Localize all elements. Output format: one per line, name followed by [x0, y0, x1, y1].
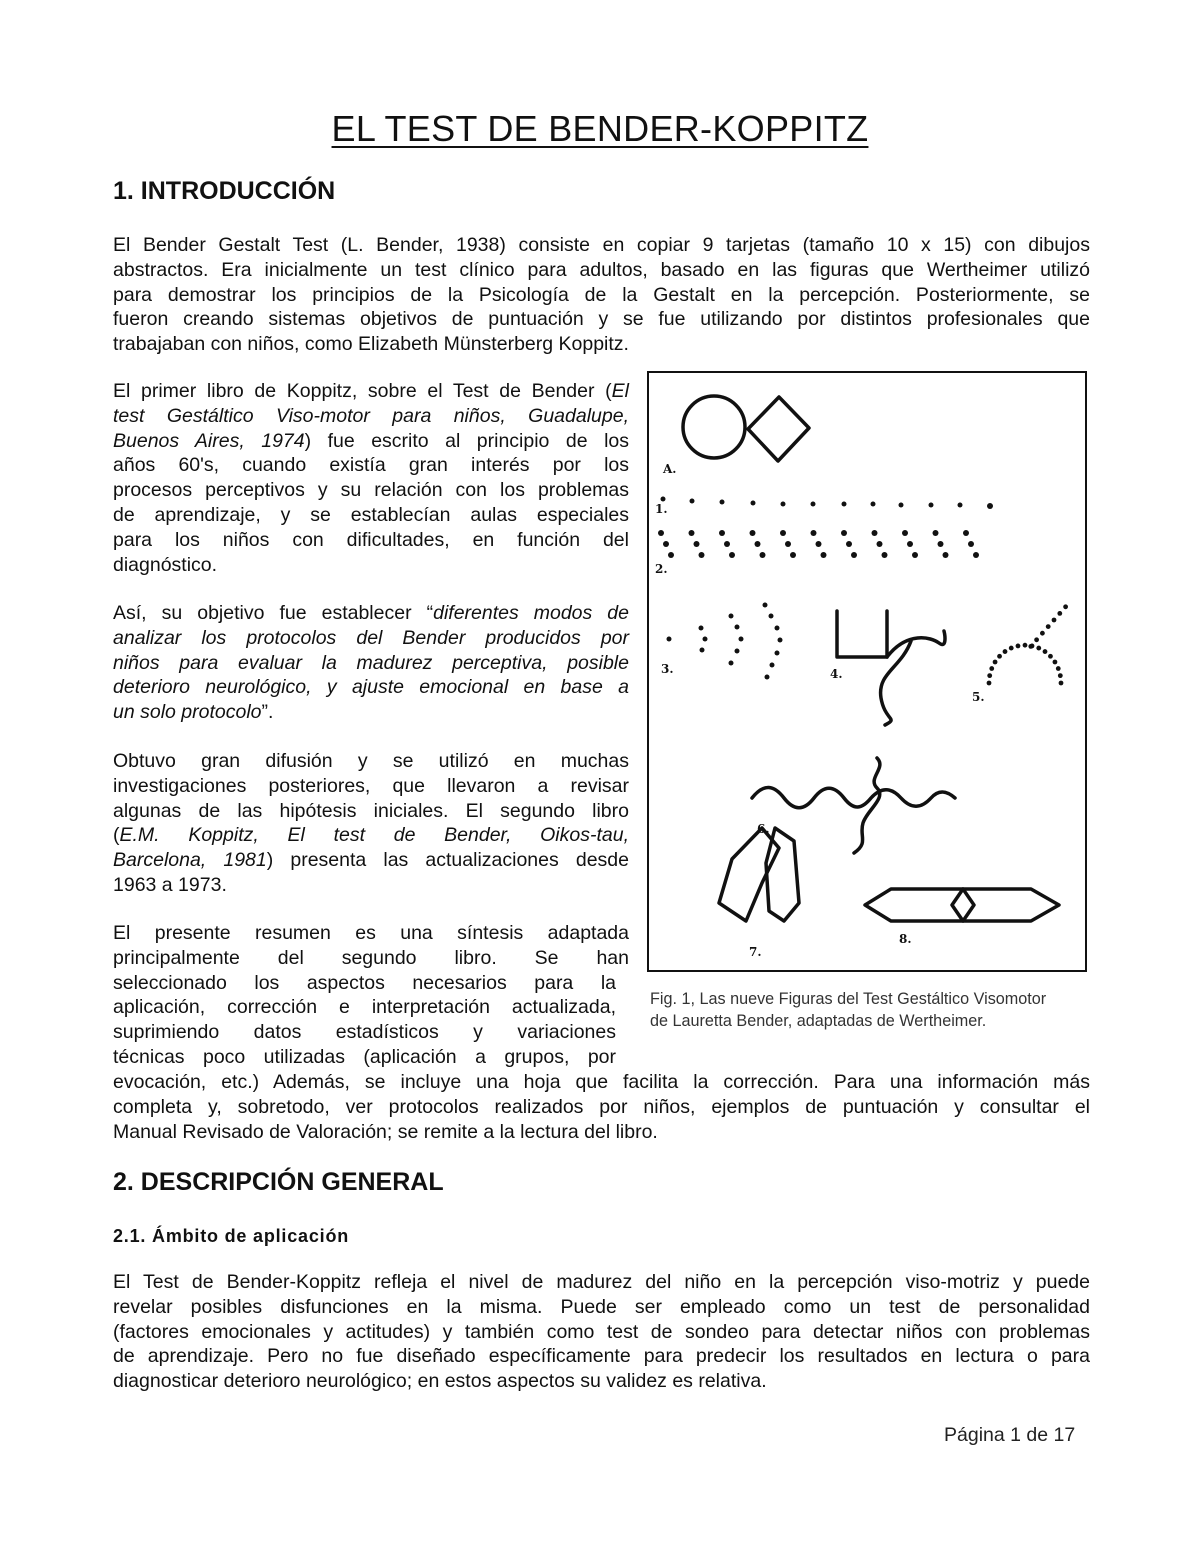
- figure-5-dot: [1023, 643, 1028, 648]
- figure-3-dots: [667, 603, 783, 680]
- book-title-italic: E.M. Koppitz, El test de Bender, Oikos-tau,: [119, 824, 629, 847]
- quote-italic: niños para evaluar la madurez perceptiva, posible: [113, 651, 629, 674]
- text-line: El presente resumen es una síntesis adaptada: [113, 922, 629, 944]
- text-line: aplicación, corrección e interpretación actualizada,: [113, 996, 616, 1019]
- figure-4-curve-top: [887, 631, 945, 657]
- figure-1-dots: [661, 497, 994, 510]
- text-line: de aprendizaje. Pero no fue diseñado específicamente para predecir los resultados en lectura o para: [113, 1345, 1090, 1368]
- text-line: [113, 379, 629, 404]
- figure-2-dot: [658, 530, 664, 536]
- figure-2-dot: [668, 552, 674, 558]
- figure-2-dot: [780, 530, 786, 536]
- figure-5-dot: [1009, 646, 1014, 651]
- text-line: [113, 823, 629, 848]
- caption-line: Fig. 1, Las nueve Figuras del Test Gestáltico Visomotor: [650, 990, 1047, 1008]
- figure-2-dot: [907, 541, 913, 547]
- figure-5-dot: [1053, 660, 1058, 665]
- quote-italic: analizar los protocolos del Bender producidos por: [113, 626, 629, 649]
- text-run: Así, su objetivo fue establecer “: [113, 602, 434, 624]
- text-run: ) presenta las actualizaciones desde: [266, 849, 629, 872]
- caption-line: de Lauretta Bender, adaptadas de Wertheimer.: [650, 1012, 987, 1030]
- figure-2-dot: [912, 552, 918, 558]
- book-title-italic: Barcelona, 1981: [113, 849, 267, 872]
- text-line: El Bender Gestalt Test (L. Bender, 1938) consiste en copiar 9 tarjetas (tamaño 10 x 15) con dibujos: [113, 234, 1090, 256]
- text-line: Obtuvo gran difusión y se utilizó en muchas: [113, 750, 629, 772]
- intro-paragraph-3: [113, 601, 629, 725]
- figure-label: 7.: [749, 945, 762, 959]
- figure-2-dot: [933, 530, 939, 536]
- figure-5-dot: [1052, 618, 1057, 623]
- book-title-italic: test Gestáltico Viso-motor para niños, Guadalupe,: [113, 404, 629, 427]
- text-line: revelar posibles disfunciones en la misma. Puede ser empleado como un test de personalidad: [113, 1295, 1090, 1318]
- figure-6-horizontal-wave: [752, 787, 955, 807]
- text-line: años 60's, cuando existía gran interés por los: [113, 454, 629, 477]
- quote-italic: un solo protocolo: [113, 701, 262, 724]
- intro-paragraph-5-continued: [113, 1070, 1090, 1144]
- figure-8-diamond: [952, 889, 974, 921]
- text-line: abstractos. Era inicialmente un test clínico para adultos, basado en las figuras que Wertheimer utilizó: [113, 258, 1090, 281]
- text-line: suprimiendo datos estadísticos y variaciones: [113, 1021, 616, 1044]
- figure-caption: [650, 988, 1100, 1032]
- figure-2-dot: [821, 552, 827, 558]
- figure-2-dot: [811, 530, 817, 536]
- text-line: de aprendizaje, y se establecían aulas especiales: [113, 503, 629, 526]
- figure-2-dot: [943, 552, 949, 558]
- text-line: [113, 848, 629, 873]
- book-title-italic: El: [611, 380, 629, 402]
- text-line: diagnosticar deterioro neurológico; en estos aspectos su validez es relativa.: [113, 1370, 767, 1393]
- figure-5-dot: [1059, 681, 1064, 686]
- figure-2-dot: [750, 530, 756, 536]
- text-line: técnicas poco utilizadas (aplicación a grupos, por: [113, 1045, 616, 1068]
- figure-label: 8.: [899, 932, 912, 946]
- figure-label: 5.: [972, 690, 985, 704]
- quote-italic: diferentes modos de: [433, 602, 629, 624]
- intro-paragraph-1: [113, 233, 1090, 357]
- figure-5-dot: [1063, 604, 1068, 609]
- text-line: completa y, sobretodo, ver protocolos realizados por niños, ejemplos de puntuación y consultar el: [113, 1095, 1090, 1118]
- text-line: fueron creando sistemas objetivos de puntuación y se fue utilizando por distintos profesionales que: [113, 308, 1090, 331]
- document-title: EL TEST DE BENDER-KOPPITZ: [331, 108, 869, 149]
- text-line: procesos perceptivos y su relación con los problemas: [113, 479, 629, 502]
- figure-2-dots: [658, 530, 979, 558]
- figure-2-dot: [968, 541, 974, 547]
- figure-label: 1.: [655, 502, 668, 516]
- figure-2-dot: [689, 530, 695, 536]
- figure-2-dot: [973, 552, 979, 558]
- section-2-paragraph: [113, 1270, 1090, 1394]
- figure-label: 4.: [830, 667, 843, 681]
- figure-5-dot: [1003, 649, 1008, 654]
- text-line: [113, 675, 629, 700]
- figure-5-dot: [1057, 611, 1062, 616]
- figure-2-dot: [755, 541, 761, 547]
- text-run: (: [113, 824, 120, 847]
- figure-5-dot: [989, 666, 994, 671]
- figure-a-diamond: [748, 397, 809, 461]
- text-line: para demostrar los principios de la Psicología de la Gestalt en la percepción. Posteriormente, se: [113, 283, 1090, 306]
- figure-2-dot: [724, 541, 730, 547]
- text-line: Manual Revisado de Valoración; se remite a la lectura del libro.: [113, 1120, 658, 1143]
- figure-4-open-square: [837, 611, 887, 657]
- figure-2-dot: [877, 541, 883, 547]
- figure-5-dot: [1043, 649, 1048, 654]
- figure-5-dot: [993, 660, 998, 665]
- text-line: algunas de las hipótesis iniciales. El segundo libro: [113, 799, 629, 822]
- text-line: [113, 700, 629, 725]
- figure-label: A.: [663, 462, 677, 476]
- text-line: seleccionado los aspectos necesarios para la: [113, 971, 616, 994]
- subsection-2-1-heading: 2.1. Ámbito de aplicación: [113, 1226, 350, 1246]
- intro-paragraph-5: [113, 921, 629, 1070]
- figure-2-dot: [760, 552, 766, 558]
- page-number: Página 1 de 17: [944, 1424, 1076, 1446]
- text-line: [113, 626, 629, 651]
- figure-2-dot: [846, 541, 852, 547]
- text-line: diagnóstico.: [113, 553, 218, 576]
- figure-5-dot: [1048, 654, 1053, 659]
- text-line: [113, 429, 629, 454]
- figure-2-dot: [729, 552, 735, 558]
- figure-label: 6.: [757, 822, 770, 836]
- section-2-heading: 2. DESCRIPCIÓN GENERAL: [113, 1168, 444, 1196]
- figure-2-dot: [699, 552, 705, 558]
- figure-2-dot: [882, 552, 888, 558]
- figure-labels: [655, 462, 985, 959]
- figure-2-dot: [790, 552, 796, 558]
- figure-5-dot: [1028, 644, 1033, 649]
- text-line: 1963 a 1973.: [113, 873, 227, 896]
- text-run: El primer libro de Koppitz, sobre el Test de Bender (: [113, 380, 612, 402]
- figure-7-hexagon-right: [766, 828, 799, 921]
- figure-5-dot: [987, 673, 992, 678]
- text-line: principalmente del segundo libro. Se han: [113, 946, 629, 969]
- intro-paragraph-4: [113, 749, 629, 898]
- figure-label: 3.: [661, 662, 674, 676]
- figure-5-dot: [1016, 644, 1021, 649]
- text-run: ”.: [261, 701, 274, 724]
- text-line: para los niños con dificultades, en función del: [113, 528, 629, 551]
- text-line: [113, 651, 629, 676]
- figure-2-dot: [816, 541, 822, 547]
- quote-italic: deterioro neurológico, y ajuste emocional en base a: [113, 676, 629, 699]
- figure-a-circle: [683, 396, 745, 458]
- text-line: investigaciones posteriores, que llevaron a revisar: [113, 774, 629, 797]
- text-line: evocación, etc.) Además, se incluye una hoja que facilita la corrección. Para una información más: [113, 1071, 1090, 1093]
- figure-5-dots: [987, 604, 1068, 685]
- figure-5-dot: [1040, 631, 1045, 636]
- figure-8-hexagon: [865, 889, 1059, 921]
- figure-5-dot: [1036, 646, 1041, 651]
- text-line: [113, 404, 629, 429]
- figure-4-curve-bottom: [881, 641, 911, 725]
- figure-2-dot: [851, 552, 857, 558]
- section-1-heading: 1. INTRODUCCIÓN: [113, 177, 336, 205]
- figure-2-dot: [694, 541, 700, 547]
- figure-label: 2.: [655, 562, 668, 576]
- text-line: trabajaban con niños, como Elizabeth Münsterberg Koppitz.: [113, 333, 629, 356]
- intro-paragraph-2: [113, 379, 629, 577]
- figure-2-dot: [872, 530, 878, 536]
- figure-2-dot: [938, 541, 944, 547]
- figure-5-dot: [987, 681, 992, 686]
- figure-2-dot: [902, 530, 908, 536]
- book-title-italic: Buenos Aires, 1974: [113, 429, 305, 452]
- figure-5-dot: [1034, 637, 1039, 642]
- text-run: ) fue escrito al principio de los: [304, 429, 629, 452]
- text-line: [113, 601, 629, 626]
- figure-2-dot: [963, 530, 969, 536]
- text-line: (factores emocionales y actitudes) y también como test de sondeo para detectar niños con problemas: [113, 1320, 1090, 1343]
- figure-2-dot: [785, 541, 791, 547]
- figure-2-dot: [663, 541, 669, 547]
- bender-figures-image: [647, 371, 1087, 972]
- figure-5-dot: [1056, 666, 1061, 671]
- figure-5-dot: [997, 654, 1002, 659]
- figure-2-dot: [719, 530, 725, 536]
- figure-5-dot: [1058, 673, 1063, 678]
- bender-figures-drawing: [649, 373, 1085, 970]
- figure-2-dot: [841, 530, 847, 536]
- text-line: El Test de Bender-Koppitz refleja el nivel de madurez del niño en la percepción viso-motriz y puede: [113, 1271, 1090, 1293]
- figure-5-dot: [1046, 624, 1051, 629]
